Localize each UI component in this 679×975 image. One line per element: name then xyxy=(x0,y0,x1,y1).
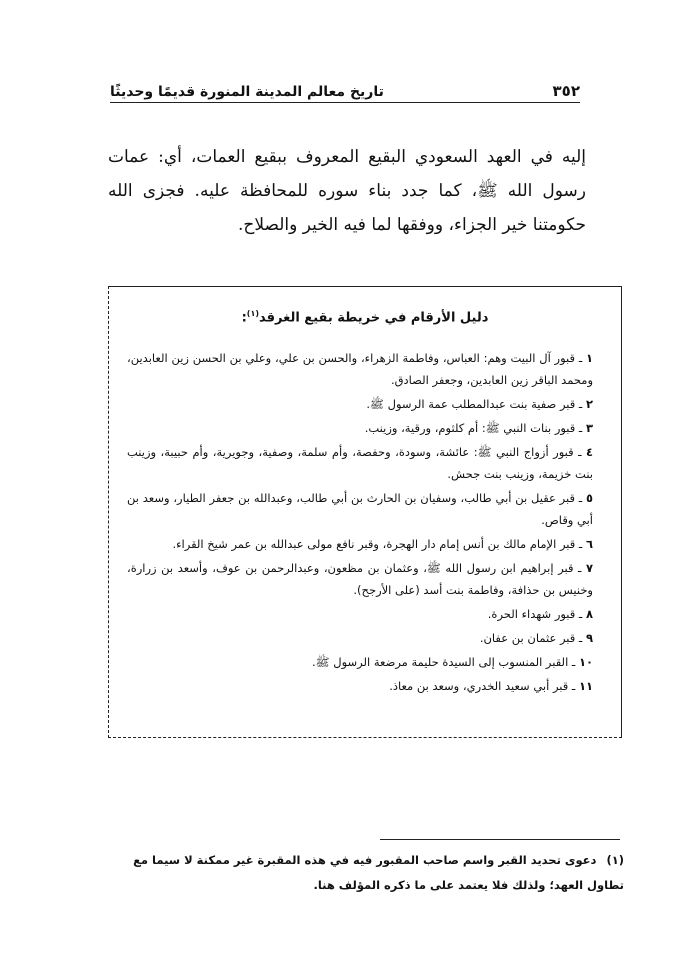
page-number: ٣٥٢ xyxy=(552,82,580,100)
footnote-text: دعوى تحديد القبر واسم صاحب المقبور فيه في هذه المقبرة غير ممكنة لا سيما مع تطاول العهد؛ ولذلك فلا يعتمد على ما ذكره المؤلف هنا. xyxy=(133,853,624,892)
legend-item: ٨ ـ قبور شهداء الحرة. xyxy=(487,607,593,621)
box-title-text: دليل الأرقام في خريطة بقيع الغرقد xyxy=(259,310,489,326)
footnote xyxy=(104,848,624,898)
legend-item: ٣ ـ قبور بنات النبي ﷺ: أم كلثوم، ورقية، وزينب. xyxy=(364,421,593,435)
legend-item-text: قبر أبي سعيد الخدري، وسعد بن معاذ. xyxy=(389,679,569,693)
legend-item-text: قبور أزواج النبي ﷺ: عائشة، وسودة، وحفصة، وأم سلمة، وصفية، وجويرية، وأم حبيبة، وزينب بنت خزيمة، وزينب بنت جحش. xyxy=(127,445,593,481)
cemetery-map-legend-box xyxy=(108,286,622,738)
legend-list xyxy=(127,347,593,699)
legend-item-text: قبر الإمام مالك بن أنس إمام دار الهجرة، وقبر نافع مولى عبدالله بن عمر شيخ القراء. xyxy=(172,537,576,551)
legend-item: ١١ ـ قبر أبي سعيد الخدري، وسعد بن معاذ. xyxy=(389,679,593,693)
legend-item-number: ٩ xyxy=(585,631,593,645)
legend-item-text: قبور بنات النبي ﷺ: أم كلثوم، ورقية، وزينب. xyxy=(364,421,576,435)
body-paragraph: إليه في العهد السعودي البقيع المعروف ببقيع العمات، أي: عمات رسول الله ﷺ، كما جدد بناء سوره للمحافظة عليه. فجزى الله حكومتنا خير الجزاء، ووفقها لما فيه الخير والصلاح. xyxy=(108,147,586,235)
legend-item: ٤ ـ قبور أزواج النبي ﷺ: عائشة، وسودة، وحفصة، وأم سلمة، وصفية، وجويرية، وأم حبيبة، وزينب بنت خزيمة، وزينب بنت جحش. xyxy=(127,445,593,481)
legend-item: ٢ ـ قبر صفية بنت عبدالمطلب عمة الرسول ﷺ. xyxy=(366,397,593,411)
legend-item-number: ٧ xyxy=(585,561,593,575)
legend-item: ١ ـ قبور آل البيت وهم: العباس، وفاطمة الزهراء، والحسن بن علي، وعلي بن الحسن زين العابدين، ومحمد الباقر زين العابدين، وجعفر الصادق. xyxy=(127,351,594,387)
legend-item-number: ١٠ xyxy=(578,655,593,669)
page-header xyxy=(110,74,580,103)
legend-item-text: القبر المنسوب إلى السيدة حليمة مرضعة الرسول ﷺ. xyxy=(312,655,569,669)
legend-item-text: قبور آل البيت وهم: العباس، وفاطمة الزهراء، والحسن بن علي، وعلي بن الحسن زين العابدين، ومحمد الباقر زين العابدين، وجعفر الصادق. xyxy=(127,351,593,387)
legend-item-text: قبر إبراهيم ابن رسول الله ﷺ، وعثمان بن مظعون، وعبدالرحمن بن عوف، وأسعد بن زرارة، وخنيس بن حذافة، وفاطمة بنت أسد (على الأرجح). xyxy=(127,561,593,597)
legend-item-text: قبر عثمان بن عفان. xyxy=(479,631,576,645)
legend-item: ٥ ـ قبر عقيل بن أبي طالب، وسفيان بن الحارث بن أبي طالب، وعبدالله بن جعفر الطيار، وسعد بن أبي وقاص. xyxy=(127,491,593,527)
legend-item-number: ٢ xyxy=(585,397,593,411)
box-title xyxy=(109,309,621,325)
legend-item-number: ٤ xyxy=(585,445,593,459)
legend-item-number: ٥ xyxy=(585,491,593,505)
legend-item-number: ١١ xyxy=(578,679,593,693)
running-title: تاريخ معالم المدينة المنورة قديمًا وحديثًا xyxy=(110,84,384,100)
legend-item-number: ٦ xyxy=(585,537,593,551)
legend-item-text: قبور شهداء الحرة. xyxy=(487,607,576,621)
footnote-mark: (١) xyxy=(606,853,624,867)
legend-item-number: ١ xyxy=(585,351,594,365)
legend-item: ٩ ـ قبر عثمان بن عفان. xyxy=(479,631,593,645)
legend-item: ١٠ ـ القبر المنسوب إلى السيدة حليمة مرضعة الرسول ﷺ. xyxy=(312,655,593,669)
legend-item-number: ٣ xyxy=(585,421,593,435)
legend-item: ٦ ـ قبر الإمام مالك بن أنس إمام دار الهجرة، وقبر نافع مولى عبدالله بن عمر شيخ القراء. xyxy=(172,537,593,551)
footnote-ref[interactable]: (١) xyxy=(246,309,259,318)
legend-item: ٧ ـ قبر إبراهيم ابن رسول الله ﷺ، وعثمان بن مظعون، وعبدالرحمن بن عوف، وأسعد بن زرارة، وخنيس بن حذافة، وفاطمة بنت أسد (على الأرجح). xyxy=(127,561,593,597)
footnote-separator xyxy=(380,839,620,840)
legend-item-number: ٨ xyxy=(585,607,593,621)
legend-item-text: قبر عقيل بن أبي طالب، وسفيان بن الحارث بن أبي طالب، وعبدالله بن جعفر الطيار، وسعد بن أبي وقاص. xyxy=(127,491,593,527)
box-title-colon: : xyxy=(241,310,247,326)
legend-item-text: قبر صفية بنت عبدالمطلب عمة الرسول ﷺ. xyxy=(366,397,576,411)
